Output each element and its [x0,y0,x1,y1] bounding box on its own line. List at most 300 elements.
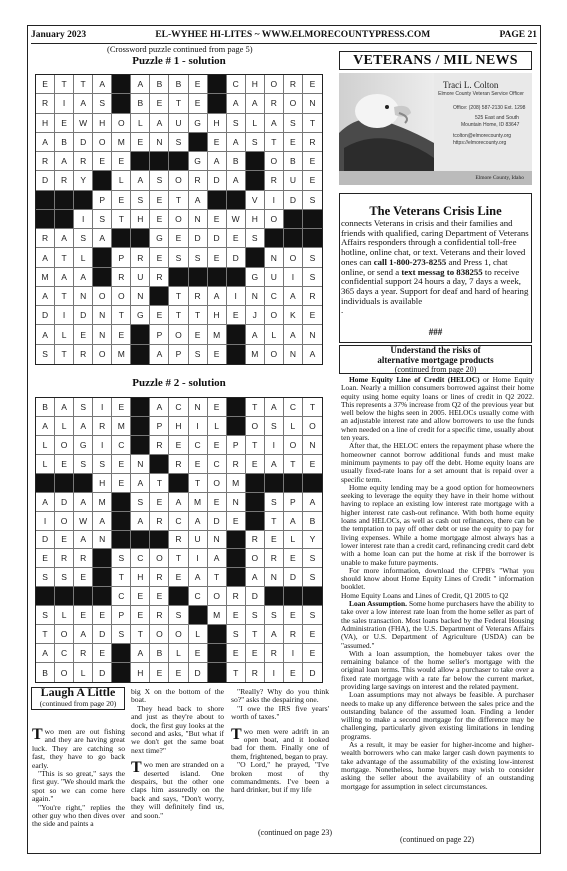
crisis-text-2: and Press 1, chat online, or send a [341,256,508,277]
letter-square: S [246,229,265,248]
letter-square: U [284,171,303,190]
letter-square: L [36,436,55,455]
letter-square: D [189,229,208,248]
black-square [74,474,93,493]
letter-square: W [74,512,93,531]
letter-square: N [265,568,284,587]
letter-square: O [55,512,74,531]
letter-square: G [189,114,208,133]
black-square [36,474,55,493]
black-square [265,587,284,606]
letter-square: S [93,210,112,229]
letter-square: R [55,171,74,190]
letter-square: W [227,210,246,229]
letter-square: D [74,133,93,152]
letter-square: D [189,663,208,682]
letter-square: E [303,625,322,644]
letter-square: E [112,325,131,344]
letter-square: E [131,587,150,606]
black-square [169,152,188,171]
black-square [227,268,246,287]
letter-square: I [284,644,303,663]
letter-square: G [189,152,208,171]
letter-square: A [36,644,55,663]
letter-square: S [303,568,322,587]
letter-square: E [169,436,188,455]
black-square [303,587,322,606]
letter-square: S [36,345,55,364]
letter-square: L [189,625,208,644]
letter-square: T [284,455,303,474]
black-square [208,625,227,644]
puzzle2-title: Puzzle # 2 - solution [132,377,226,389]
letter-square: S [93,94,112,113]
letter-square: R [74,549,93,568]
letter-square: R [284,75,303,94]
letter-square: A [246,568,265,587]
letter-square: E [265,531,284,550]
letter-square: A [189,191,208,210]
letter-square: R [74,152,93,171]
black-square [303,474,322,493]
joke-text: wo men are stranded on a deserted island. One despairs, but the other one claps him assuredly on the back and says, "Don't worry, they will definitely find us, and soon." [131,760,224,820]
letter-square: E [208,248,227,267]
letter-square: I [189,417,208,436]
letter-square: R [36,94,55,113]
letter-square: M [93,493,112,512]
letter-square: N [93,306,112,325]
letter-square: R [227,455,246,474]
letter-square: T [189,306,208,325]
letter-square: C [169,398,188,417]
letter-square: L [246,114,265,133]
laugh-column-3 [231,688,329,795]
black-square [55,474,74,493]
letter-square: M [246,345,265,364]
letter-square: A [227,94,246,113]
black-square [74,191,93,210]
letter-square: N [227,493,246,512]
letter-square: D [93,625,112,644]
black-square [227,398,246,417]
mortgage-title [339,345,532,365]
laugh-column-1 [32,728,125,829]
black-square [93,587,112,606]
joke-text: wo men were adrift in an open boat, and it looked bad for them. Finally one of them, frightened, began to pray. [231,726,329,761]
letter-square: A [150,114,169,133]
letter-square: A [208,152,227,171]
letter-square: L [55,417,74,436]
letter-square: D [284,568,303,587]
letter-square: B [55,133,74,152]
letter-square: L [131,114,150,133]
letter-square: A [284,512,303,531]
page-header [31,26,537,43]
letter-square: P [150,325,169,344]
veteran-service-officer-card [339,73,532,185]
letter-square: E [303,171,322,190]
letter-square: T [36,625,55,644]
letter-square: O [284,436,303,455]
black-square [169,268,188,287]
joke-text: "O Lord," he prayed, "I've broken most of thy commandments. I've been a hard drinker, but if my life [231,760,329,795]
letter-square: E [93,152,112,171]
letter-square: B [36,398,55,417]
letter-square: E [227,606,246,625]
crossword-continued-note: (Crossword puzzle continued from page 5) [107,44,253,54]
letter-square: C [169,512,188,531]
black-square [246,248,265,267]
letter-square: E [36,75,55,94]
letter-square: O [169,625,188,644]
letter-square: O [265,306,284,325]
black-square [169,474,188,493]
black-square [150,152,169,171]
letter-square: R [265,549,284,568]
letter-square: E [284,663,303,682]
letter-square: P [150,417,169,436]
card-officer-role: Elmore County Veteran Service Officer [438,91,524,97]
letter-square: O [246,417,265,436]
black-square [303,210,322,229]
black-square [150,455,169,474]
letter-square: A [189,568,208,587]
letter-square: O [246,549,265,568]
crisis-text-number: text messag to 838255 [401,266,483,277]
letter-square: A [208,287,227,306]
letter-square: B [150,75,169,94]
black-square [55,191,74,210]
black-square [227,417,246,436]
letter-square: E [150,248,169,267]
letter-square: R [150,606,169,625]
letter-square: P [169,345,188,364]
letter-square: E [55,114,74,133]
letter-square: T [265,512,284,531]
letter-square: L [55,606,74,625]
letter-square: E [303,455,322,474]
letter-square: R [246,663,265,682]
black-square [93,268,112,287]
letter-square: M [112,133,131,152]
letter-square: B [150,644,169,663]
letter-square: I [55,306,74,325]
black-square [208,94,227,113]
letter-square: H [93,114,112,133]
black-square [74,587,93,606]
letter-square: N [265,248,284,267]
letter-square: S [303,606,322,625]
letter-square: E [112,191,131,210]
mortgage-continued-from: (continued from page 20) [394,365,477,374]
letter-square: M [36,268,55,287]
letter-square: A [309,349,316,360]
letter-square: S [169,606,188,625]
black-square [131,531,150,550]
letter-square: T [169,191,188,210]
letter-square: A [36,325,55,344]
black-square [131,325,150,344]
letter-square: E [189,94,208,113]
letter-square: E [169,229,188,248]
letter-square: S [303,268,322,287]
crisis-line-title: The Veterans Crisis Line [369,204,502,218]
letter-square: A [265,455,284,474]
letter-square: C [284,398,303,417]
letter-square: A [131,512,150,531]
black-square [112,663,131,682]
card-email: tcolton@elmorecounty.org [453,133,512,140]
laugh-continued-from: (continued from page 20) [39,699,117,708]
black-square [284,229,303,248]
letter-square: S [112,625,131,644]
letter-square: R [150,512,169,531]
letter-square: U [265,268,284,287]
letter-square: A [227,171,246,190]
letter-square: E [55,531,74,550]
letter-square: A [55,152,74,171]
end-mark: ### [428,327,443,337]
letter-square: O [112,287,131,306]
letter-square: D [36,306,55,325]
letter-square: E [150,210,169,229]
joke-text: big X on the bottom of the boat. [131,687,224,705]
joke-text: "This is so great," says the first guy. "We should mark the spot so we can come here again." [32,769,125,804]
letter-square: O [265,152,284,171]
letter-square: R [303,133,322,152]
black-square [112,229,131,248]
letter-square: O [169,210,188,229]
mortgage-paragraph: or Home Equity Loan. Nearly a million consumers borrowed against their home equity using home equity loans or lines of credit in Q2 2022. This represents a 37% increase from Q2 of the previous year but well below the highs seen in 2005. HELOCs usually come with an adjustable interest rate and allow borrowers to use the funds when needed on a line of credit for a specific time, usually about ten years. [341,375,534,443]
letter-square: O [265,75,284,94]
letter-square: L [208,417,227,436]
letter-square: S [169,248,188,267]
letter-square: T [55,287,74,306]
letter-square: O [150,549,169,568]
letter-square: I [55,94,74,113]
black-square [284,210,303,229]
letter-square: R [74,644,93,663]
letter-square: T [169,94,188,113]
header-page-number: PAGE 21 [499,29,537,40]
black-square [112,75,131,94]
letter-square: T [112,306,131,325]
letter-square: O [303,417,322,436]
letter-square: A [265,114,284,133]
drop-cap: T [231,725,242,743]
letter-square: P [93,191,112,210]
drop-cap: T [131,759,142,777]
joke-text: wo men are out fishing and they are having great luck. They are catching so fast, they have to go back early. [32,727,125,770]
letter-square: A [36,493,55,512]
letter-square: E [303,644,322,663]
letter-square: T [112,210,131,229]
letter-square: N [303,94,322,113]
letter-square: D [55,493,74,512]
letter-square: E [208,133,227,152]
letter-square: H [131,663,150,682]
letter-square: S [189,345,208,364]
letter-square: E [189,75,208,94]
letter-square: E [208,345,227,364]
letter-square: A [74,94,93,113]
letter-square: R [93,417,112,436]
letter-square: D [227,248,246,267]
black-square [227,345,246,364]
letter-square: S [284,114,303,133]
letter-square: A [74,625,93,644]
heloc-heading: Home Equity Line of Credit (HELOC) [349,375,480,384]
letter-square: N [93,531,112,550]
letter-square: E [189,325,208,344]
letter-square: R [150,436,169,455]
card-office-phone: Office: (208) 587-2130 Ext. 1298 [453,104,526,111]
letter-square: S [131,493,150,512]
laugh-column-2 [131,688,224,820]
letter-square: H [36,114,55,133]
letter-square: O [93,287,112,306]
letter-square: E [112,152,131,171]
letter-square: E [74,606,93,625]
card-text [431,80,531,147]
black-square [246,474,265,493]
black-square [208,75,227,94]
letter-square: R [227,587,246,606]
letter-square: T [246,398,265,417]
letter-square: R [131,248,150,267]
eagle-image [339,73,434,185]
letter-square: E [227,644,246,663]
letter-square: N [303,436,322,455]
black-square [208,191,227,210]
letter-square: D [208,171,227,190]
puzzle2-grid [35,397,323,683]
letter-square: A [131,644,150,663]
letter-square: R [246,531,265,550]
letter-square: N [74,287,93,306]
black-square [227,325,246,344]
letter-square: A [150,345,169,364]
letter-square: D [284,191,303,210]
letter-square: E [284,606,303,625]
letter-square: T [169,306,188,325]
letter-square: B [169,75,188,94]
letter-square: S [227,625,246,644]
letter-square: E [208,436,227,455]
letter-square: M [112,417,131,436]
letter-square: O [208,587,227,606]
letter-square: A [74,268,93,287]
letter-square: E [303,75,322,94]
letter-square: P [284,493,303,512]
letter-square: V [246,191,265,210]
letter-square: O [284,94,303,113]
black-square [265,229,284,248]
black-square [303,229,322,248]
letter-square: U [169,114,188,133]
letter-square: D [36,531,55,550]
letter-square: O [55,436,74,455]
crisis-text-dot: . [341,305,344,316]
letter-square: O [55,625,74,644]
letter-square: L [169,644,188,663]
black-square [131,436,150,455]
letter-square: T [169,287,188,306]
black-square [112,493,131,512]
mortgage-paragraph: Home Equity Loans and Lines of Credit, Q1 2005 to Q2 [341,590,509,600]
letter-square: S [74,229,93,248]
letter-square: S [303,248,322,267]
letter-square: U [189,531,208,550]
letter-square: H [208,306,227,325]
letter-square: S [169,133,188,152]
letter-square: C [112,587,131,606]
letter-square: T [150,474,169,493]
header-masthead: EL-WYHEE HI-LITES ~ WWW.ELMORECOUNTYPRESS.COM [155,29,431,40]
black-square [208,268,227,287]
letter-square: H [93,474,112,493]
letter-square: A [36,248,55,267]
letter-square: S [265,493,284,512]
letter-square: I [265,191,284,210]
mortgage-title-line1: Understand the risks of [390,345,481,355]
letter-square: R [303,287,322,306]
black-square [189,133,208,152]
letter-square: R [265,171,284,190]
letter-square: Y [303,531,322,550]
letter-square: E [208,210,227,229]
letter-square: A [55,398,74,417]
black-square [284,587,303,606]
letter-square: R [150,268,169,287]
letter-square: O [265,210,284,229]
letter-square: S [227,114,246,133]
puzzle1-title: Puzzle # 1 - solution [132,55,226,67]
letter-square: P [112,606,131,625]
letter-square: E [112,398,131,417]
letter-square: A [93,229,112,248]
letter-square: C [55,644,74,663]
letter-square: S [265,606,284,625]
letter-square: P [112,248,131,267]
black-square [112,531,131,550]
letter-square: A [131,474,150,493]
letter-square: R [150,568,169,587]
black-square [36,587,55,606]
letter-square: L [36,455,55,474]
letter-square: E [208,398,227,417]
black-square [112,644,131,663]
mortgage-paragraph: Some home purchasers have the ability to take over a low interest rate loan from the home seller as part of the sales transaction. Most loans backed by the Federal Housing Administration (FHA), the U.S. Department of Veterans Affairs (VA), or U.S. Department of Agriculture (USDA) can be "assumed." [341,599,534,650]
black-square [55,587,74,606]
letter-square: L [74,248,93,267]
letter-square: A [284,287,303,306]
letter-square: L [284,531,303,550]
letter-square: H [131,210,150,229]
mortgage-paragraph: For more information, download the CFPB's "What you should know about Home Equity Lines of Credit " information booklet. [341,565,534,592]
letter-square: E [227,306,246,325]
letter-square: E [169,568,188,587]
letter-square: S [112,549,131,568]
mortgage-paragraph: As a result, it may be easier for higher-income and higher-wealth borrowers who can make larger cash down payments to take advantage of the assumability of the existing low-interest mortgage. Nonetheless, home buyers may wish to consider asking the seller about the availability of an outstanding mortgage for assumption in select circumstances. [341,740,534,791]
letter-square: L [112,171,131,190]
letter-square: L [284,417,303,436]
letter-square: O [169,325,188,344]
letter-square: I [265,663,284,682]
letter-square: N [189,398,208,417]
card-officer-name: Traci L. Colton [443,80,499,90]
letter-square: J [246,306,265,325]
